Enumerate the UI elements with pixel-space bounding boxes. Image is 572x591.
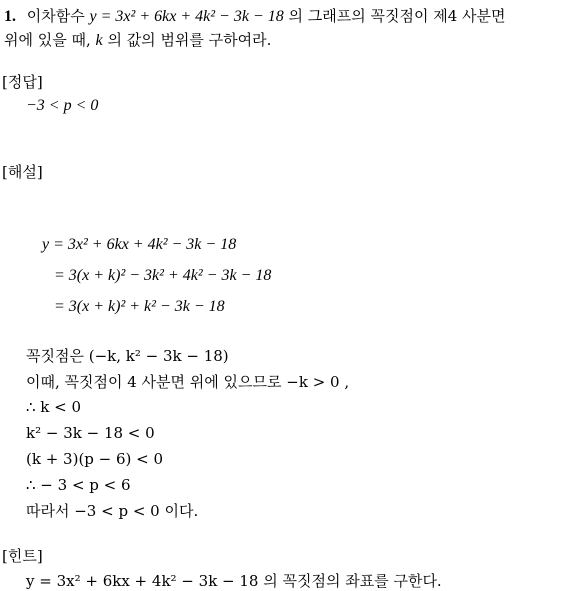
solution-step-3: ∴ k < 0	[26, 398, 82, 416]
derivation-line-2: = 3(x + k)² − 3k² + 4k² − 3k − 18	[54, 267, 272, 284]
problem-line-2	[4, 30, 271, 51]
answer-value: −3 < p < 0	[26, 97, 99, 114]
problem-number: 1.	[4, 8, 16, 25]
derivation-line-3: = 3(x + k)² + k² − 3k − 18	[54, 298, 225, 315]
problem-var-k: k	[95, 32, 103, 49]
solution-step-2: 이때, 꼭짓점이 4 사분면 위에 있으므로 −k > 0 ,	[26, 373, 350, 391]
problem-text-suffix: 의 그래프의 꼭짓점이 제4 사분면	[288, 7, 506, 25]
problem-text-line2-suffix: 의 값의 범위를 구하여라.	[107, 31, 272, 49]
hint-label: [힌트]	[2, 547, 43, 565]
solution-step-7: 따라서 −3 < p < 0 이다.	[26, 502, 199, 520]
problem-text-line2-prefix: 위에 있을 때,	[4, 31, 91, 49]
answer-label: [정답]	[2, 73, 43, 91]
hint-text: y = 3x² + 6kx + 4k² − 3k − 18 의 꼭짓점의 좌표를 구한다.	[26, 572, 442, 590]
problem-line-1	[4, 6, 506, 27]
solution-step-1: 꼭짓점은 (−k, k² − 3k − 18)	[26, 347, 229, 365]
solution-label: [해설]	[2, 163, 43, 181]
solution-step-4: k² − 3k − 18 < 0	[26, 424, 155, 442]
problem-formula: y = 3x² + 6kx + 4k² − 3k − 18	[89, 8, 284, 25]
solution-step-6: ∴ − 3 < p < 6	[26, 476, 131, 494]
problem-text-prefix: 이차함수	[26, 7, 85, 25]
derivation-line-1: y = 3x² + 6kx + 4k² − 3k − 18	[42, 236, 237, 253]
solution-step-5: (k + 3)(p − 6) < 0	[26, 450, 164, 468]
